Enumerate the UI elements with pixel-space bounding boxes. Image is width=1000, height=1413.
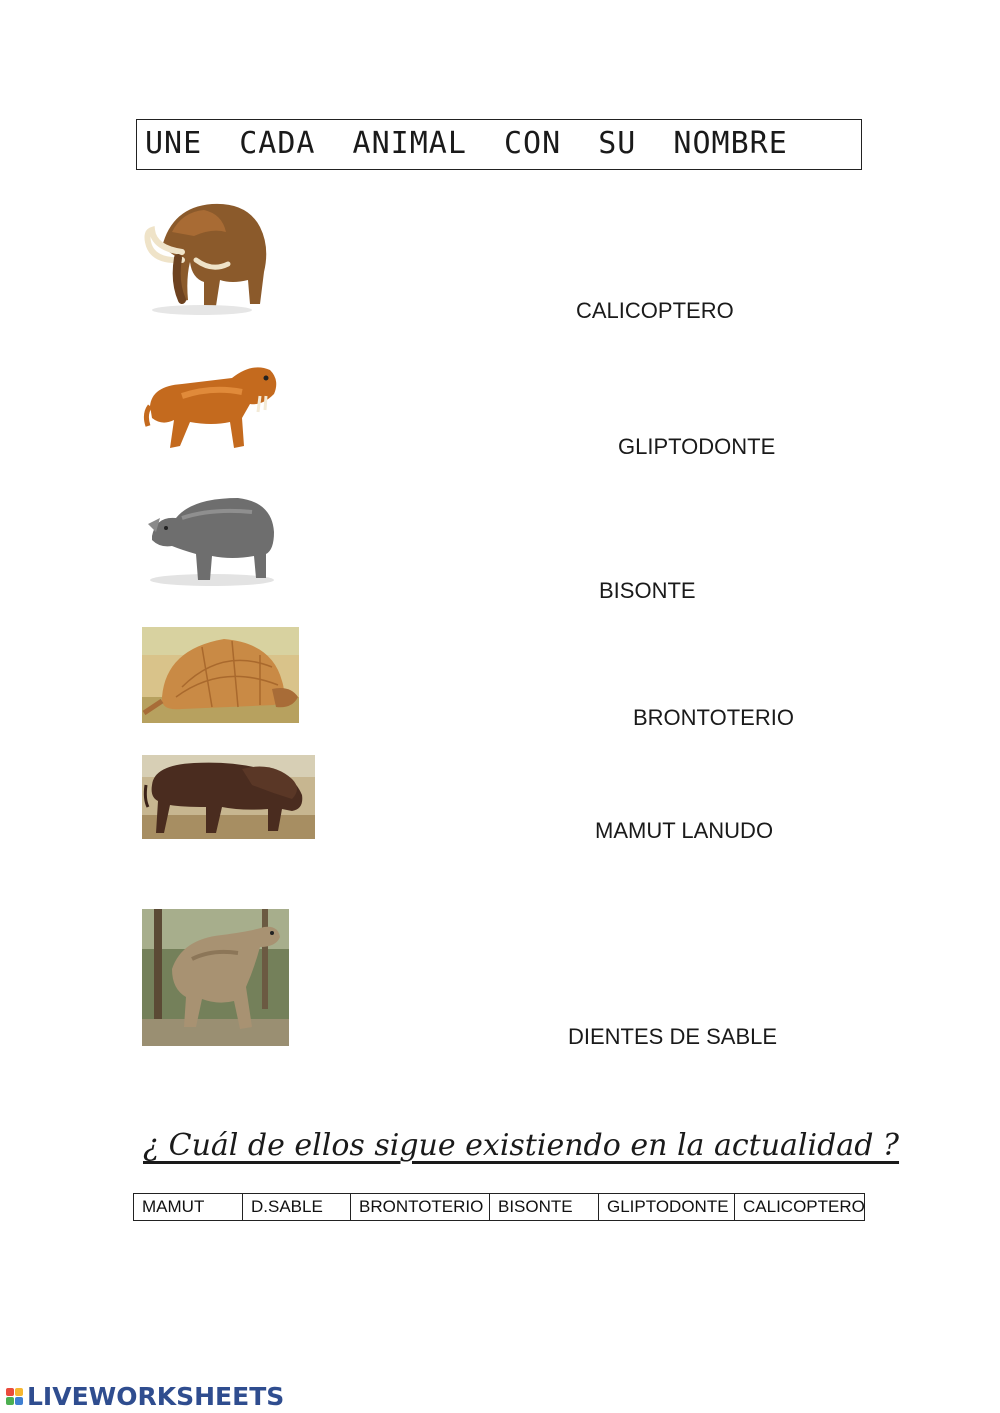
option-mamut[interactable]: MAMUT	[134, 1194, 243, 1221]
name-label-5[interactable]: MAMUT LANUDO	[595, 818, 774, 843]
name-label-6[interactable]: DIENTES DE SABLE	[568, 1024, 778, 1049]
option-gliptodonte[interactable]: GLIPTODONTE	[599, 1194, 735, 1221]
option-bisonte[interactable]: BISONTE	[490, 1194, 599, 1221]
option-calicoptero[interactable]: CALICOPTERO	[735, 1194, 865, 1221]
name-label-3[interactable]: BISONTE	[599, 578, 696, 603]
ground-sloth-picture[interactable]	[142, 909, 289, 1046]
bison-picture[interactable]	[142, 755, 315, 839]
logo-blocks-icon	[6, 1388, 23, 1405]
option-dsable[interactable]: D.SABLE	[243, 1194, 351, 1221]
brontotherium-picture[interactable]	[142, 488, 282, 590]
worksheet-title: UNE CADA ANIMAL CON SU NOMBRE	[145, 126, 788, 161]
title-box	[136, 119, 862, 170]
name-label-1[interactable]: CALICOPTERO	[576, 298, 734, 323]
option-brontoterio[interactable]: BRONTOTERIO	[351, 1194, 490, 1221]
glyptodon-picture[interactable]	[142, 627, 299, 723]
answer-options-table	[133, 1193, 865, 1221]
woolly-mammoth-picture[interactable]	[142, 192, 276, 320]
liveworksheets-logo[interactable]	[6, 1380, 284, 1412]
name-label-2[interactable]: GLIPTODONTE	[618, 434, 776, 459]
sabertooth-cat-picture[interactable]	[142, 356, 282, 454]
name-label-4[interactable]: BRONTOTERIO	[633, 705, 794, 730]
brand-name: LIVEWORKSHEETS	[27, 1381, 285, 1411]
question-text: ¿ Cuál de ellos sigue existiendo en la actualidad ?	[143, 1128, 900, 1163]
